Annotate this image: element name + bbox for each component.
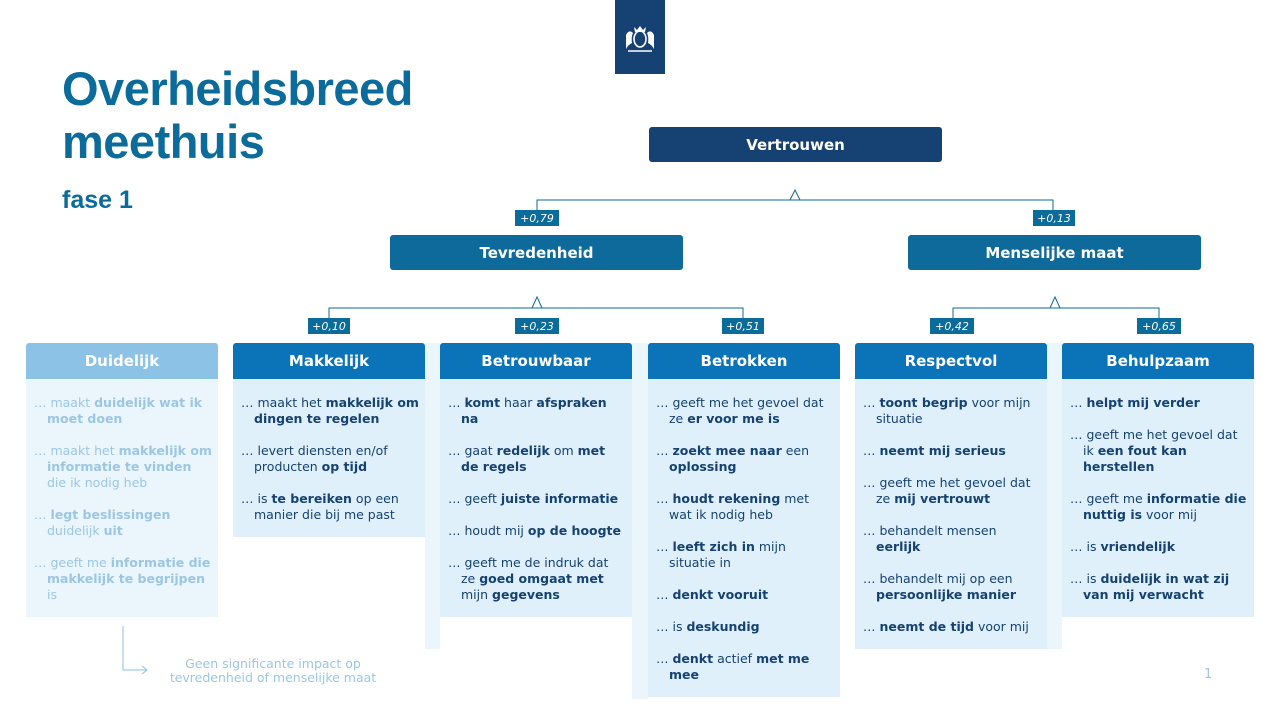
list-item: … geeft me informatie die makkelijk te begrijpen is: [34, 555, 211, 602]
node-tevredenheid: Tevredenheid: [390, 235, 683, 270]
page-subtitle: fase 1: [62, 186, 133, 214]
list-item: … neemt mij serieus: [863, 443, 1006, 458]
list-item: … houdt rekening met wat ik nodig heb: [656, 491, 810, 522]
footnote-arrow: [123, 626, 146, 670]
list-item: … komt haar afspraken na: [448, 395, 607, 426]
node-vertrouwen: Vertrouwen: [649, 127, 942, 162]
column-items: [648, 379, 840, 697]
column-title: Behulpzaam: [1062, 343, 1254, 379]
column-items: [855, 379, 1047, 649]
column-respectvol: [855, 343, 1047, 649]
connector-top: [537, 200, 1053, 210]
coef-behulpzaam: +0,65: [1137, 318, 1181, 334]
coat-of-arms-icon: [620, 17, 660, 57]
shade-strip: [425, 343, 440, 649]
column-title: Duidelijk: [26, 343, 218, 379]
list-item: … toont begrip voor mijn situatie: [863, 395, 1031, 426]
coef-tevredenheid: +0,79: [515, 210, 559, 226]
column-betrouwbaar: [440, 343, 632, 617]
coef-menselijke-maat: +0,13: [1033, 210, 1075, 226]
list-item: … geeft juiste informatie: [448, 491, 619, 506]
list-item: … levert diensten en/of producten op tijd: [241, 443, 388, 474]
column-items: [440, 379, 632, 617]
column-title: Makkelijk: [233, 343, 425, 379]
list-item: … leeft zich in mijn situatie in: [656, 539, 786, 570]
list-item: … geeft me het gevoel dat ik een fout kan herstellen: [1070, 427, 1238, 474]
list-item: … maakt het makkelijk om informatie te vinden die ik nodig heb: [34, 443, 212, 490]
connector-left: [329, 308, 743, 318]
list-item: … legt beslissingen duidelijk uit: [34, 507, 171, 538]
column-title: Betrokken: [648, 343, 840, 379]
list-item: … is te bereiken op een manier die bij me past: [241, 491, 399, 522]
list-item: … geeft me informatie die nuttig is voor mij: [1070, 491, 1247, 522]
list-item: … behandelt mij op een persoonlijke manier: [863, 571, 1017, 602]
government-logo: [615, 0, 665, 74]
list-item: … behandelt mensen eerlijk: [863, 523, 997, 554]
list-item: … is deskundig: [656, 619, 760, 634]
footnote-arrowhead: [142, 666, 147, 674]
list-item: … denkt actief met me mee: [656, 651, 810, 682]
list-item: … helpt mij verder: [1070, 395, 1200, 410]
list-item: … gaat redelijk om met de regels: [448, 443, 606, 474]
node-menselijke-maat: Menselijke maat: [908, 235, 1201, 270]
list-item: … geeft me het gevoel dat ze mij vertrouwt: [863, 475, 1031, 506]
column-title: Respectvol: [855, 343, 1047, 379]
list-item: … maakt duidelijk wat ik moet doen: [34, 395, 203, 426]
connector-right-notch: [1050, 297, 1060, 308]
column-makkelijk: [233, 343, 425, 537]
list-item: … geeft me de indruk dat ze goed omgaat met mijn gegevens: [448, 555, 609, 602]
shade-strip: [1047, 343, 1062, 649]
list-item: … is vriendelijk: [1070, 539, 1176, 554]
footnote-text: Geen significante impact op tevredenheid of menselijke maat: [169, 656, 377, 685]
column-items: [233, 379, 425, 537]
page-number: 1: [1204, 667, 1213, 682]
coef-betrouwbaar: +0,23: [515, 318, 559, 334]
column-duidelijk: [26, 343, 218, 617]
connector-right: [953, 308, 1159, 318]
list-item: … maakt het makkelijk om dingen te regelen: [241, 395, 419, 426]
list-item: … zoekt mee naar een oplossing: [656, 443, 810, 474]
list-item: … neemt de tijd voor mij: [863, 619, 1029, 634]
connector-top-notch: [790, 190, 800, 200]
list-item: … denkt vooruit: [656, 587, 769, 602]
list-item: … is duidelijk in wat zij van mij verwacht: [1070, 571, 1230, 602]
column-items: [1062, 379, 1254, 617]
connector-left-notch: [532, 297, 542, 308]
column-title: Betrouwbaar: [440, 343, 632, 379]
coef-betrokken: +0,51: [722, 318, 764, 334]
column-behulpzaam: [1062, 343, 1254, 617]
list-item: … houdt mij op de hoogte: [448, 523, 622, 538]
page-title: Overheidsbreed meethuis: [62, 62, 413, 168]
coef-respectvol: +0,42: [930, 318, 974, 334]
list-item: … geeft me het gevoel dat ze er voor me is: [656, 395, 824, 426]
column-betrokken: [648, 343, 840, 697]
coef-makkelijk: +0,10: [308, 318, 350, 334]
column-items: [26, 379, 218, 617]
shade-strip: [632, 343, 648, 699]
